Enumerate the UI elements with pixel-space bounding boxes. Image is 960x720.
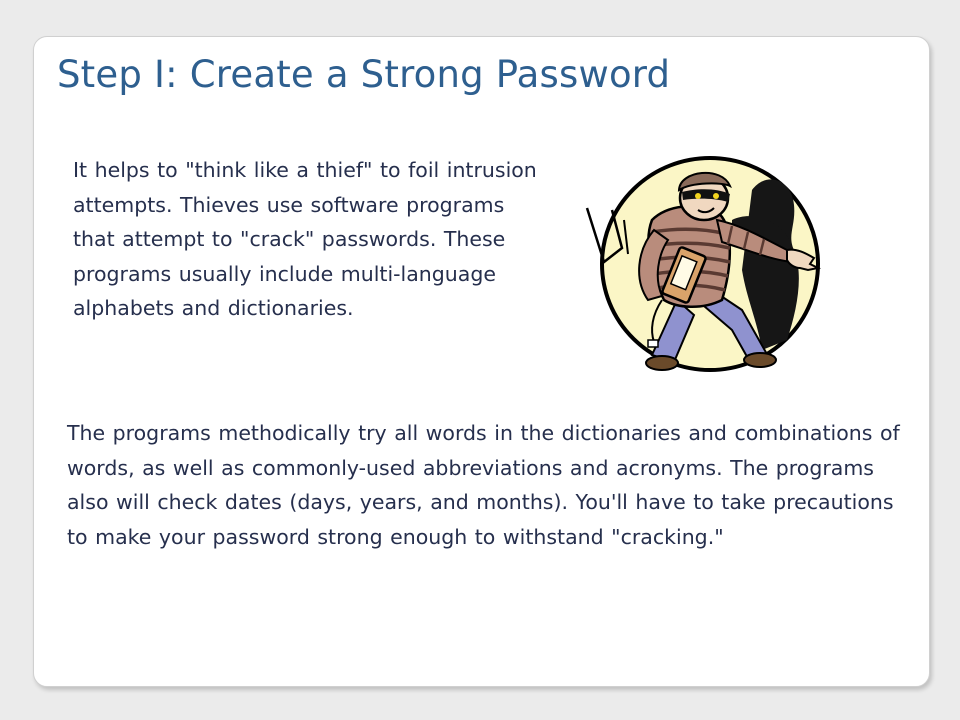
burglar-clipart-icon (582, 150, 837, 378)
details-paragraph: The programs methodically try all words in the dictionaries and combinations of words, as well as commonly-used abbreviations and acronyms. The programs also will check dates (days, years, and months). You'll have to take precautions to make your password strong enough to withstand "cracking." (67, 421, 900, 549)
intro-paragraph: It helps to "think like a thief" to foil intrusion attempts. Thieves use software programs that attempt to "crack" passwords. These programs usually include multi-language alphabets and dictionaries. (73, 158, 537, 320)
slide-title: Step I: Create a Strong Password (57, 53, 671, 96)
